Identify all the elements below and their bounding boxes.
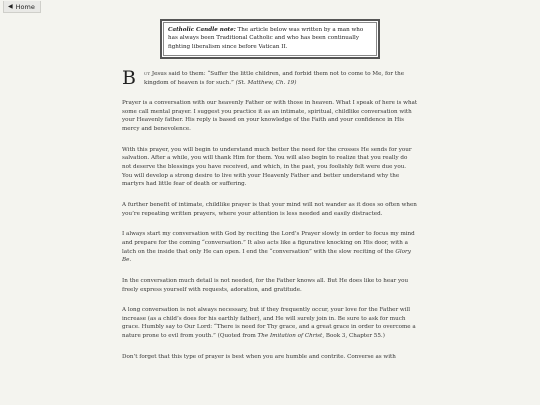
paragraph-6 <box>122 306 418 341</box>
home-label: Home <box>15 2 35 11</box>
editor-note-text: The article below was written by a man who has always been Traditional Catholic and who has been continually fighting liberalism since before Vatican II. <box>168 27 364 50</box>
triangle-left-icon: ◀ <box>8 2 13 10</box>
paragraph-1: Prayer is a conversation with our heavenly Father or with those in heaven. What I speak of here is what some call mental prayer. I suggest you practice it as an intimate, spiritual, childlike conversation with your Heavenly father. His reply is based on your knowledge of the Faith and your confidence in His mercy and benevolence. <box>122 100 418 132</box>
quote-lead: ut <box>144 71 151 77</box>
paragraph-3: A further benefit of intimate, childlike prayer is that your mind will not wander as it does so often when you’re repeating written prayers, where your attention is less needed and easily distracted. <box>122 201 417 217</box>
opening-scripture-quote <box>122 67 418 90</box>
paragraph-6-end: , Book 3, Chapter 55.) <box>322 333 385 340</box>
paragraph-7: Don’t forget that this type of prayer is best when you are humble and contrite. Converse as with <box>122 353 396 360</box>
editor-note-label: Catholic Candle note: <box>168 27 236 33</box>
home-button[interactable] <box>3 1 41 13</box>
editor-note-box <box>160 19 380 59</box>
quote-citation: (St. Matthew, Ch. 19) <box>235 79 297 86</box>
article-body <box>122 67 418 373</box>
paragraph-4-end: . <box>129 257 132 264</box>
paragraph-4-text: I always start my conversation with God by reciting the Lord’s Prayer slowly in order to focus my mind and prepare for the coming “conversation.” It also acts like a figurative knocking on His door, with a latch on the inside that only He can open. I end the “conversation” with the slow reciting of the <box>122 231 415 255</box>
glory-be-title: Glory Be <box>122 248 411 264</box>
imitation-of-christ-title: The Imitation of Christ <box>257 333 323 340</box>
paragraph-2: With this prayer, you will begin to understand much better the need for the crosses He sends for your salvation. After a while, you will thank Him for them. You will also begin to realize that you really do not deserve the blessings you have received, and which, in the past, you foolishly felt were due you. You will develop a strong desire to live with your Heavenly Father and better understand why the martyrs had little fear of death or suffering. <box>122 146 412 188</box>
drop-cap: B <box>122 67 136 89</box>
quote-text: Jesus said to them: “Suffer the little children, and forbid them not to come to Me, for the kingdom of heaven is for such.” <box>144 71 405 86</box>
paragraph-5: In the conversation much detail is not needed, for the Father knows all. But He does like to hear you freely express yourself with requests, adoration, and gratitude. <box>122 277 409 293</box>
paragraph-4 <box>122 230 418 265</box>
paragraph-6-text: A long conversation is not always necessary, but if they frequently occur, your love for the Father will increase (as a child’s does for his earthly father), and He will surely join in. Be sure to ask for much grace. Humbly say to Our Lord: “There is need for Thy grace, and a great grace in order to overcome a nature prone to evil from youth.” (Quoted from <box>122 307 416 340</box>
editor-note <box>163 22 377 56</box>
